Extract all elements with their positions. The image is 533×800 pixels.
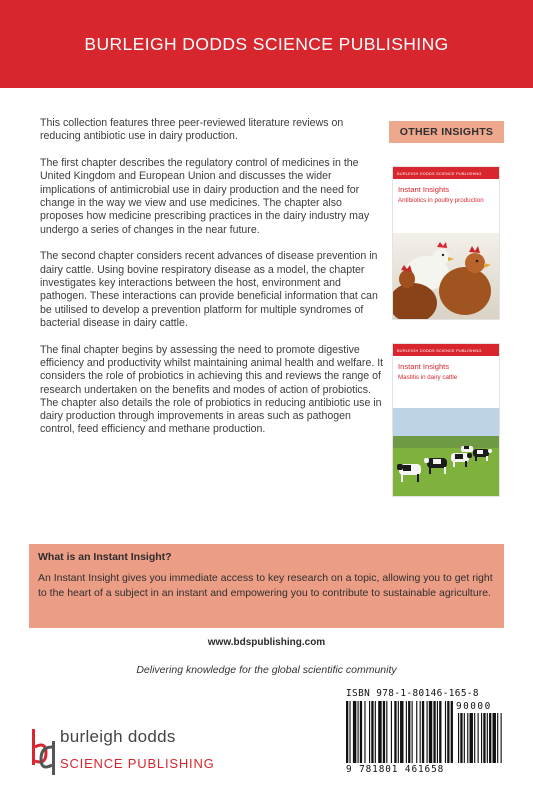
intro-paragraph-4: The final chapter begins by assessing the need to promote digestive efficiency and productivity whilst maintaining animal health and welfare. It considers the role of probiotics in achieving this and reviews the range of research undertaken on the benefits and modes of action of probiotics. The chapter also details the role of probiotics in reducing antibiotic use in dairy production through improvements in areas such as pathogen control, feed efficiency and methane production.	[40, 343, 384, 436]
intro-text	[40, 117, 385, 450]
other-insights-sidebar	[389, 121, 504, 143]
book-publisher-strip: BURLEIGH DODDS SCIENCE PUBLISHING	[393, 167, 499, 179]
book-series-title: Instant Insights	[398, 362, 450, 371]
book-publisher-strip: BURLEIGH DODDS SCIENCE PUBLISHING	[393, 344, 499, 356]
isbn-number: ISBN 978-1-80146-165-8	[346, 688, 479, 699]
intro-paragraph-2: The first chapter describes the regulatory control of medicines in the United Kingdom and European Union and discusses the wider implications of antimicrobial use in dairy production and the need for change in the way we view and use medicines. The chapter also proposes how medicine prescribing practices in the dairy industry may undergo a series of changes in the near future.	[40, 157, 370, 236]
book-cover-mastitis[interactable]	[392, 343, 500, 497]
barcode-digits: 9 781801 461658	[346, 764, 445, 775]
intro-paragraph-1: This collection features three peer-reviewed literature reviews on reducing antibiotic use in dairy production.	[40, 117, 344, 143]
chickens-image	[393, 233, 500, 319]
website-link[interactable]: www.bdspublishing.com	[207, 637, 326, 648]
book-subtitle: Antibiotics in poultry production	[398, 197, 484, 204]
instant-insight-title: What is an Instant Insight?	[38, 551, 172, 563]
logo-wordmark: burleigh dodds	[60, 727, 176, 746]
intro-paragraph-3: The second chapter considers recent advances of disease prevention in dairy cattle. Using bovine respiratory disease as a model, the chapter investigates key interactions between the host, environment and pathogen. These interactions can provide beneficial information that can be utilised to develop a prevention platform for multiple syndromes of bacterial disease in dairy cattle.	[40, 250, 378, 329]
cows-image	[393, 408, 500, 496]
bd-monogram-icon	[30, 727, 58, 777]
book-cover-poultry[interactable]	[392, 166, 500, 320]
instant-insight-box	[29, 544, 504, 628]
price-addon: 90000	[456, 701, 492, 712]
tagline: Delivering knowledge for the global scientific community	[136, 664, 397, 676]
publisher-title: BURLEIGH DODDS SCIENCE PUBLISHING	[84, 33, 449, 54]
instant-insight-text: An Instant Insight gives you immediate access to key research on a topic, allowing you to get right to the heart of a subject in an instant and empowering you to contribute to sustainable agriculture.	[38, 572, 493, 599]
book-subtitle: Mastitis in dairy cattle	[398, 374, 458, 381]
top-banner	[0, 0, 533, 88]
publisher-logo	[30, 727, 230, 777]
logo-subline: SCIENCE PUBLISHING	[60, 756, 215, 771]
book-series-title: Instant Insights	[398, 185, 450, 194]
isbn-barcode	[340, 685, 530, 780]
other-insights-header: OTHER INSIGHTS	[389, 121, 504, 143]
